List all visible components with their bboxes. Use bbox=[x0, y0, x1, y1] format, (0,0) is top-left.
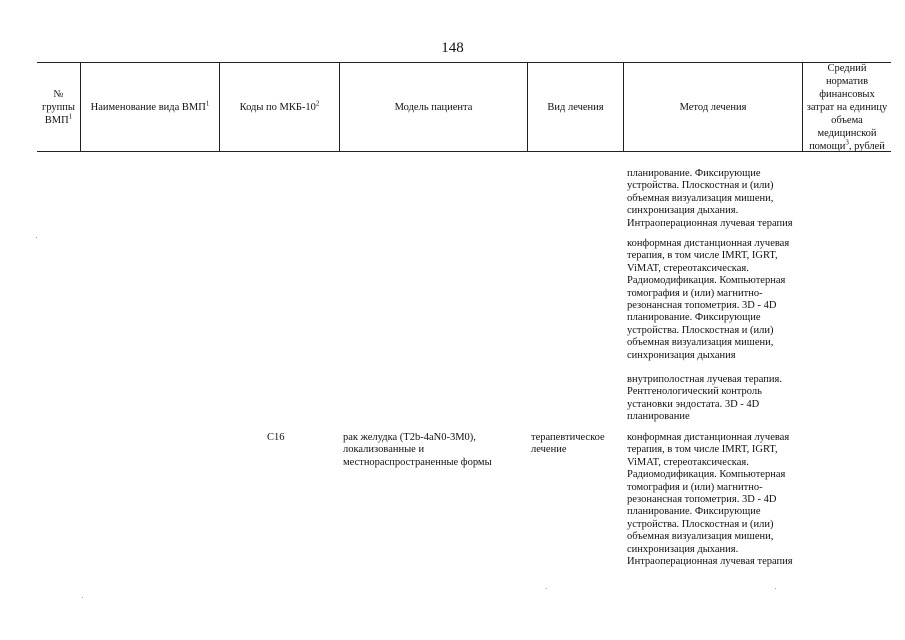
icd-code: C16 bbox=[267, 432, 285, 443]
header-patient-model: Модель пациента bbox=[394, 101, 473, 113]
scan-speck bbox=[82, 597, 83, 598]
method-block-4: конформная дистанционная лучевая терапия, в том числе IMRT, IGRT, ViMAT, стереотаксическая. Радиомодификация. Компьютерная томография и (или) магнитно- резонансная топометрия. 3D - 4D планирование. Фиксирующие устройства. Плоскостная и (или) объемная визуализация мишени, синхронизация дыхания. Интраоперационная лучевая терапия bbox=[627, 432, 793, 568]
header-vmp-name: Наименование вида ВМП$^1$ bbox=[90, 99, 210, 113]
scan-speck bbox=[36, 237, 37, 238]
treatment-type: терапевтическое лечение bbox=[531, 432, 605, 456]
method-block-1: планирование. Фиксирующие устройства. Плоскостная и (или) объемная визуализация мишени, синхронизация дыхания. Интраоперационная лучевая терапия bbox=[627, 168, 793, 229]
method-block-2: конформная дистанционная лучевая терапия, в том числе IMRT, IGRT, ViMAT, стереотаксическая. Радиомодификация. Компьютерная томография и (или) магнитно- резонансная топометрия. 3D - 4D планирование. Фиксирующие устройства. Плоскостная и (или) объемная визуализация мишени, синхронизация дыхания bbox=[627, 238, 790, 361]
header-average-cost: Средний норматив финансовых затрат на единицу объема медицинской помощи$^3$, рублей bbox=[806, 62, 888, 152]
header-bottom-border bbox=[37, 151, 891, 152]
method-block-3: внутриполостная лучевая терапия. Рентгенологический контроль установки эндостата. 3D - 4D планирование bbox=[627, 374, 782, 423]
header-treatment-type: Вид лечения bbox=[547, 101, 604, 113]
header-group-number: № группы ВМП$^1$ bbox=[42, 88, 75, 126]
patient-model: рак желудка (T2b-4aN0-3M0), локализованные и местнораспространенные формы bbox=[343, 432, 492, 468]
scan-speck bbox=[775, 588, 776, 589]
header-treatment-method: Метод лечения bbox=[679, 101, 747, 113]
header-icd-codes: Коды по МКБ-$10^2$ bbox=[239, 99, 320, 113]
scan-speck bbox=[546, 588, 547, 589]
page-number: 148 bbox=[441, 40, 464, 56]
